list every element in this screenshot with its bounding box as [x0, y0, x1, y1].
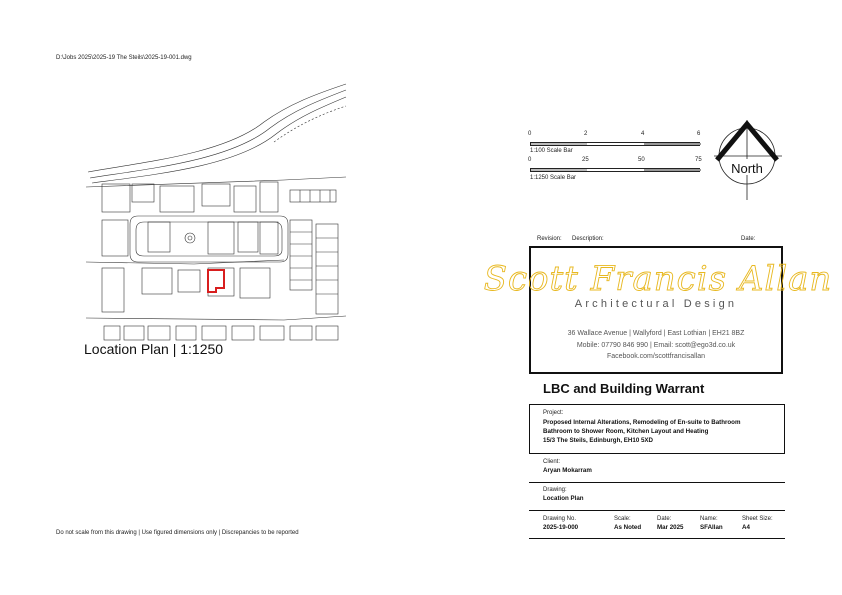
scale-tick: 4 — [641, 131, 645, 137]
date-value: Mar 2025 — [657, 524, 684, 531]
project-box — [529, 404, 785, 454]
scale-tick: 0 — [528, 131, 532, 137]
revision-date-header: Date: — [741, 236, 756, 242]
scale-tick: 50 — [638, 157, 645, 163]
drawing-value: Location Plan — [543, 495, 584, 502]
scale-tick: 6 — [697, 131, 701, 137]
project-label: Project: — [543, 410, 564, 416]
project-line: Bathroom to Shower Room, Kitchen Layout and Heating — [543, 428, 709, 435]
client-value: Aryan Mokarram — [543, 467, 592, 474]
name-label: Name: — [700, 516, 718, 522]
drawing-no-value: 2025-19-000 — [543, 524, 579, 531]
railway-line-3 — [92, 97, 346, 183]
railway-line-1 — [88, 84, 346, 172]
drawing-no-label: Drawing No. — [543, 516, 577, 522]
scale-tick: 2 — [584, 131, 588, 137]
practice-tagline: Architectural Design — [574, 298, 738, 310]
client-label: Client: — [543, 459, 561, 465]
document-title: LBC and Building Warrant — [543, 381, 705, 396]
scale-value: As Noted — [614, 524, 642, 531]
revision-header: Revision: — [537, 236, 562, 242]
name-value: SFAllan — [700, 524, 723, 531]
scale-bar-label: 1:100 Scale Bar — [530, 148, 573, 154]
scale-tick: 0 — [528, 157, 532, 163]
north-arrow-icon — [714, 120, 784, 202]
scale-bar-graphic — [530, 142, 700, 146]
scale-tick: 25 — [582, 157, 589, 163]
practice-signature-logo — [483, 254, 833, 300]
disclaimer-note: Do not scale from this drawing | Use figured dimensions only | Discrepancies to be reported — [56, 530, 299, 536]
scale-label: Scale: — [614, 516, 631, 522]
scale-bar-graphic — [530, 168, 700, 172]
file-path: D:\Jobs 2025\2025-19 The Steils\2025-19-001.dwg — [56, 55, 192, 61]
project-line: 15/3 The Steils, Edinburgh, EH10 5XD — [543, 437, 654, 444]
practice-logo-box — [483, 246, 833, 374]
sheet-size-value: A4 — [742, 524, 750, 531]
practice-signature: Scott Francis Allan — [483, 259, 833, 299]
north-label: North — [731, 161, 763, 176]
sheet-size-label: Sheet Size: — [742, 516, 773, 522]
scale-tick: 75 — [695, 157, 702, 163]
practice-address: 36 Wallace Avenue | Wallyford | East Lothian | EH21 8BZ — [567, 330, 745, 337]
date-label: Date: — [657, 516, 672, 522]
location-plan-map — [84, 82, 346, 342]
project-line: Proposed Internal Alterations, Remodeling of En-suite to Bathroom — [543, 419, 741, 426]
divider — [529, 482, 785, 483]
railway-line-2 — [90, 90, 346, 178]
practice-contact: Mobile: 07790 846 990 | Email: scott@ego3d.co.uk — [576, 342, 736, 349]
divider — [529, 538, 785, 539]
site-boundary-highlight — [208, 270, 224, 292]
drawing-label: Drawing: — [543, 487, 567, 493]
location-plan-caption: Location Plan | 1:1250 — [84, 341, 224, 357]
scale-bar-label: 1:1250 Scale Bar — [530, 175, 577, 181]
description-header: Description: — [572, 236, 604, 242]
practice-facebook-link[interactable]: Facebook.com/scottfrancisallan — [606, 353, 706, 360]
divider — [529, 510, 785, 511]
